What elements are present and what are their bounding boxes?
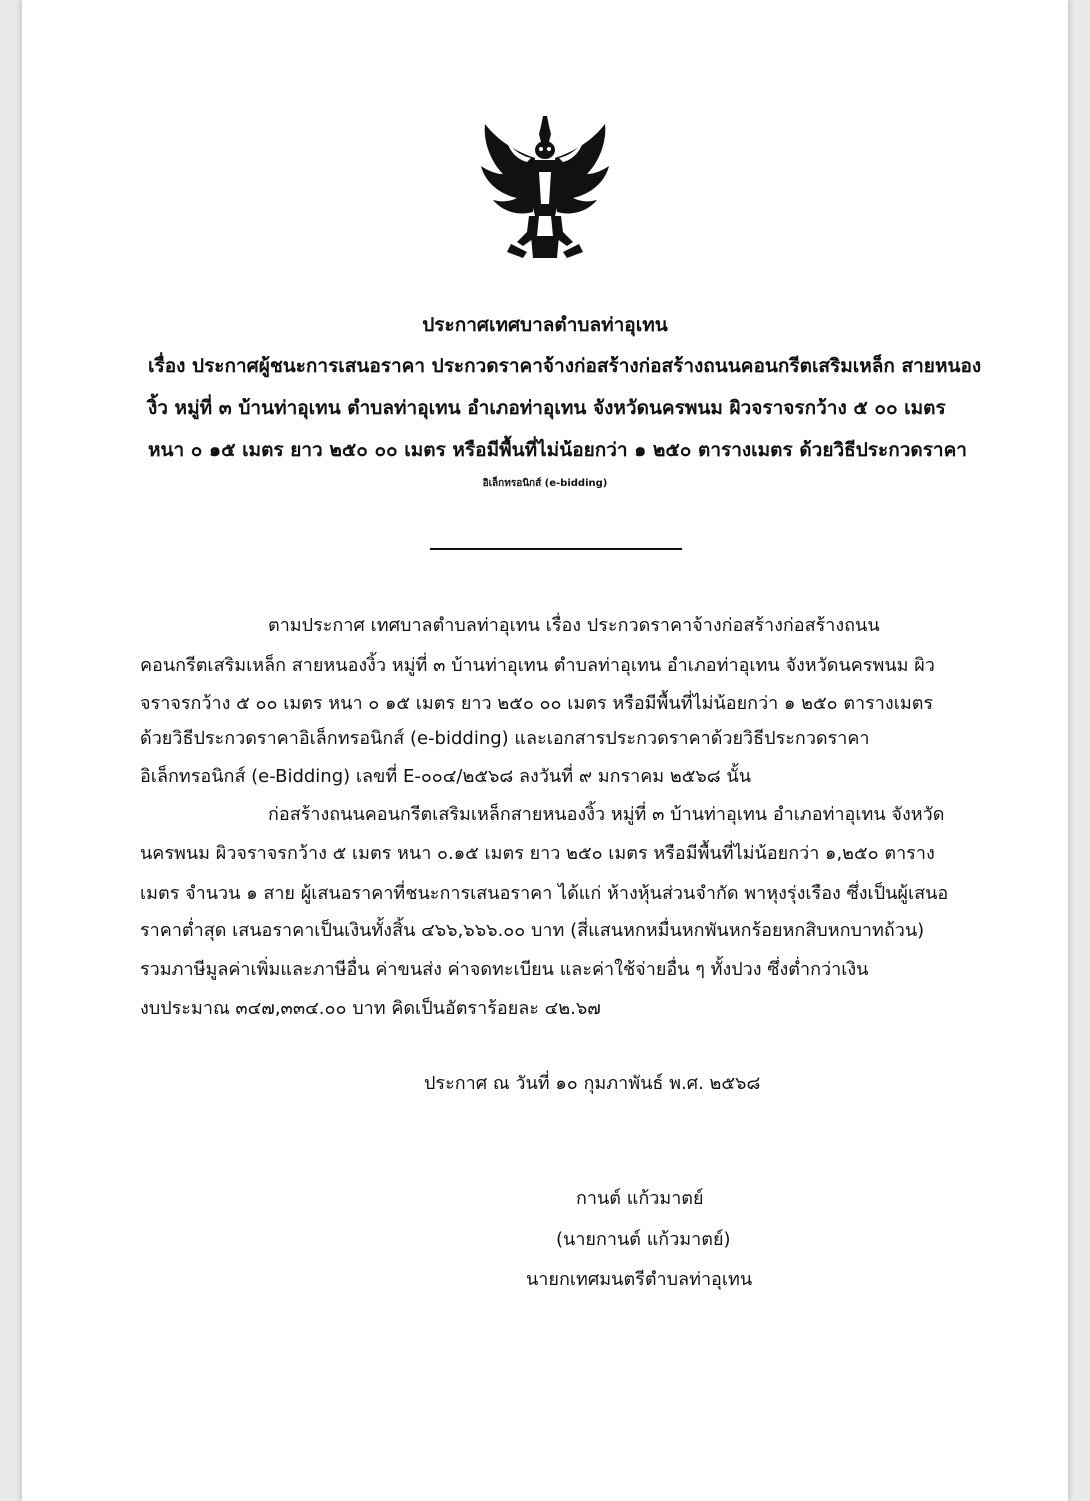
signatory-position: นายกเทศมนตรีตำบลท่าอุเทน xyxy=(526,1269,753,1290)
subject-line-4: อิเล็กทรอนิกส์ (e-bidding) xyxy=(482,478,608,489)
announce-date: ประกาศ ณ วันที่ ๑๐ กุมภาพันธ์ พ.ศ. ๒๕๖๘ xyxy=(424,1073,761,1094)
subject-line-1: เรื่อง ประกาศผู้ชนะการเสนอราคา ประกวดราคาจ้างก่อสร้างก่อสร้างถนนคอนกรีตเสริมเหล็ก สายหนอง xyxy=(148,355,982,377)
paragraph2-line-4: ราคาต่ำสุด เสนอราคาเป็นเงินทั้งสิ้น ๔๖๖,๖๖๖.๐๐ บาท (สี่แสนหกหมื่นหกพันหกร้อยหกสิบหกบาทถ้วน) xyxy=(140,920,925,941)
paragraph2-line-2: นครพนม ผิวจราจรกว้าง ๕ เมตร หนา ๐.๑๕ เมตร ยาว ๒๕๐ เมตร หรือมีพื้นที่ไม่น้อยกว่า ๑,๒๕๐ ตาราง xyxy=(140,843,935,864)
paragraph2-line-1: ก่อสร้างถนนคอนกรีตเสริมเหล็กสายหนองงิ้ว หมู่ที่ ๓ บ้านท่าอุเทน อำเภอท่าอุเทน จังหวัด xyxy=(268,804,945,825)
paragraph1-line-3: จราจรกว้าง ๕ ๐๐ เมตร หนา ๐ ๑๕ เมตร ยาว ๒๕๐ ๐๐ เมตร หรือมีพื้นที่ไม่น้อยกว่า ๑ ๒๕๐ ตารางเมตร xyxy=(140,693,934,714)
title-divider xyxy=(430,548,682,550)
paragraph2-line-6: งบประมาณ ๓๔๗,๓๓๔.๐๐ บาท คิดเป็นอัตราร้อยละ ๔๒.๖๗ xyxy=(140,998,601,1019)
announcement-title: ประกาศเทศบาลตำบลท่าอุเทน xyxy=(422,314,668,336)
paragraph2-line-3: เมตร จำนวน ๑ สาย ผู้เสนอราคาที่ชนะการเสนอราคา ได้แก่ ห้างหุ้นส่วนจำกัด พาหุงรุ่งเรือง ซึ่งเป็นผู้เสนอ xyxy=(140,883,949,904)
garuda-emblem-icon xyxy=(477,112,613,262)
subject-line-2: งิ้ว หมู่ที่ ๓ บ้านท่าอุเทน ตำบลท่าอุเทน อำเภอท่าอุเทน จังหวัดนครพนม ผิวจราจรกว้าง ๕ ๐๐ เมตร xyxy=(148,397,946,419)
paragraph2-line-5: รวมภาษีมูลค่าเพิ่มและภาษีอื่น ค่าขนส่ง ค่าจดทะเบียน และค่าใช้จ่ายอื่น ๆ ทั้งปวง ซึ่งต่ำกว่าเงิน xyxy=(140,959,869,980)
paragraph1-line-2: คอนกรีตเสริมเหล็ก สายหนองงิ้ว หมู่ที่ ๓ บ้านท่าอุเทน ตำบลท่าอุเทน อำเภอท่าอุเทน จังหวัดนครพนม ผิว xyxy=(140,655,935,676)
signatory-full-name: (นายกานต์ แก้วมาตย์) xyxy=(556,1229,731,1250)
signature-name: กานต์ แก้วมาตย์ xyxy=(576,1188,704,1209)
paragraph1-line-1: ตามประกาศ เทศบาลตำบลท่าอุเทน เรื่อง ประกวดราคาจ้างก่อสร้างก่อสร้างถนน xyxy=(268,615,880,636)
paragraph1-line-4: ด้วยวิธีประกวดราคาอิเล็กทรอนิกส์ (e-bidding) และเอกสารประกวดราคาด้วยวิธีประกวดราคา xyxy=(140,728,870,749)
subject-line-3: หนา ๐ ๑๕ เมตร ยาว ๒๕๐ ๐๐ เมตร หรือมีพื้นที่ไม่น้อยกว่า ๑ ๒๕๐ ตารางเมตร ด้วยวิธีประกวดราคา xyxy=(148,439,967,461)
paragraph1-line-5: อิเล็กทรอนิกส์ (e-Bidding) เลขที่ E-๐๐๔/๒๕๖๘ ลงวันที่ ๙ มกราคม ๒๕๖๘ นั้น xyxy=(140,766,752,787)
